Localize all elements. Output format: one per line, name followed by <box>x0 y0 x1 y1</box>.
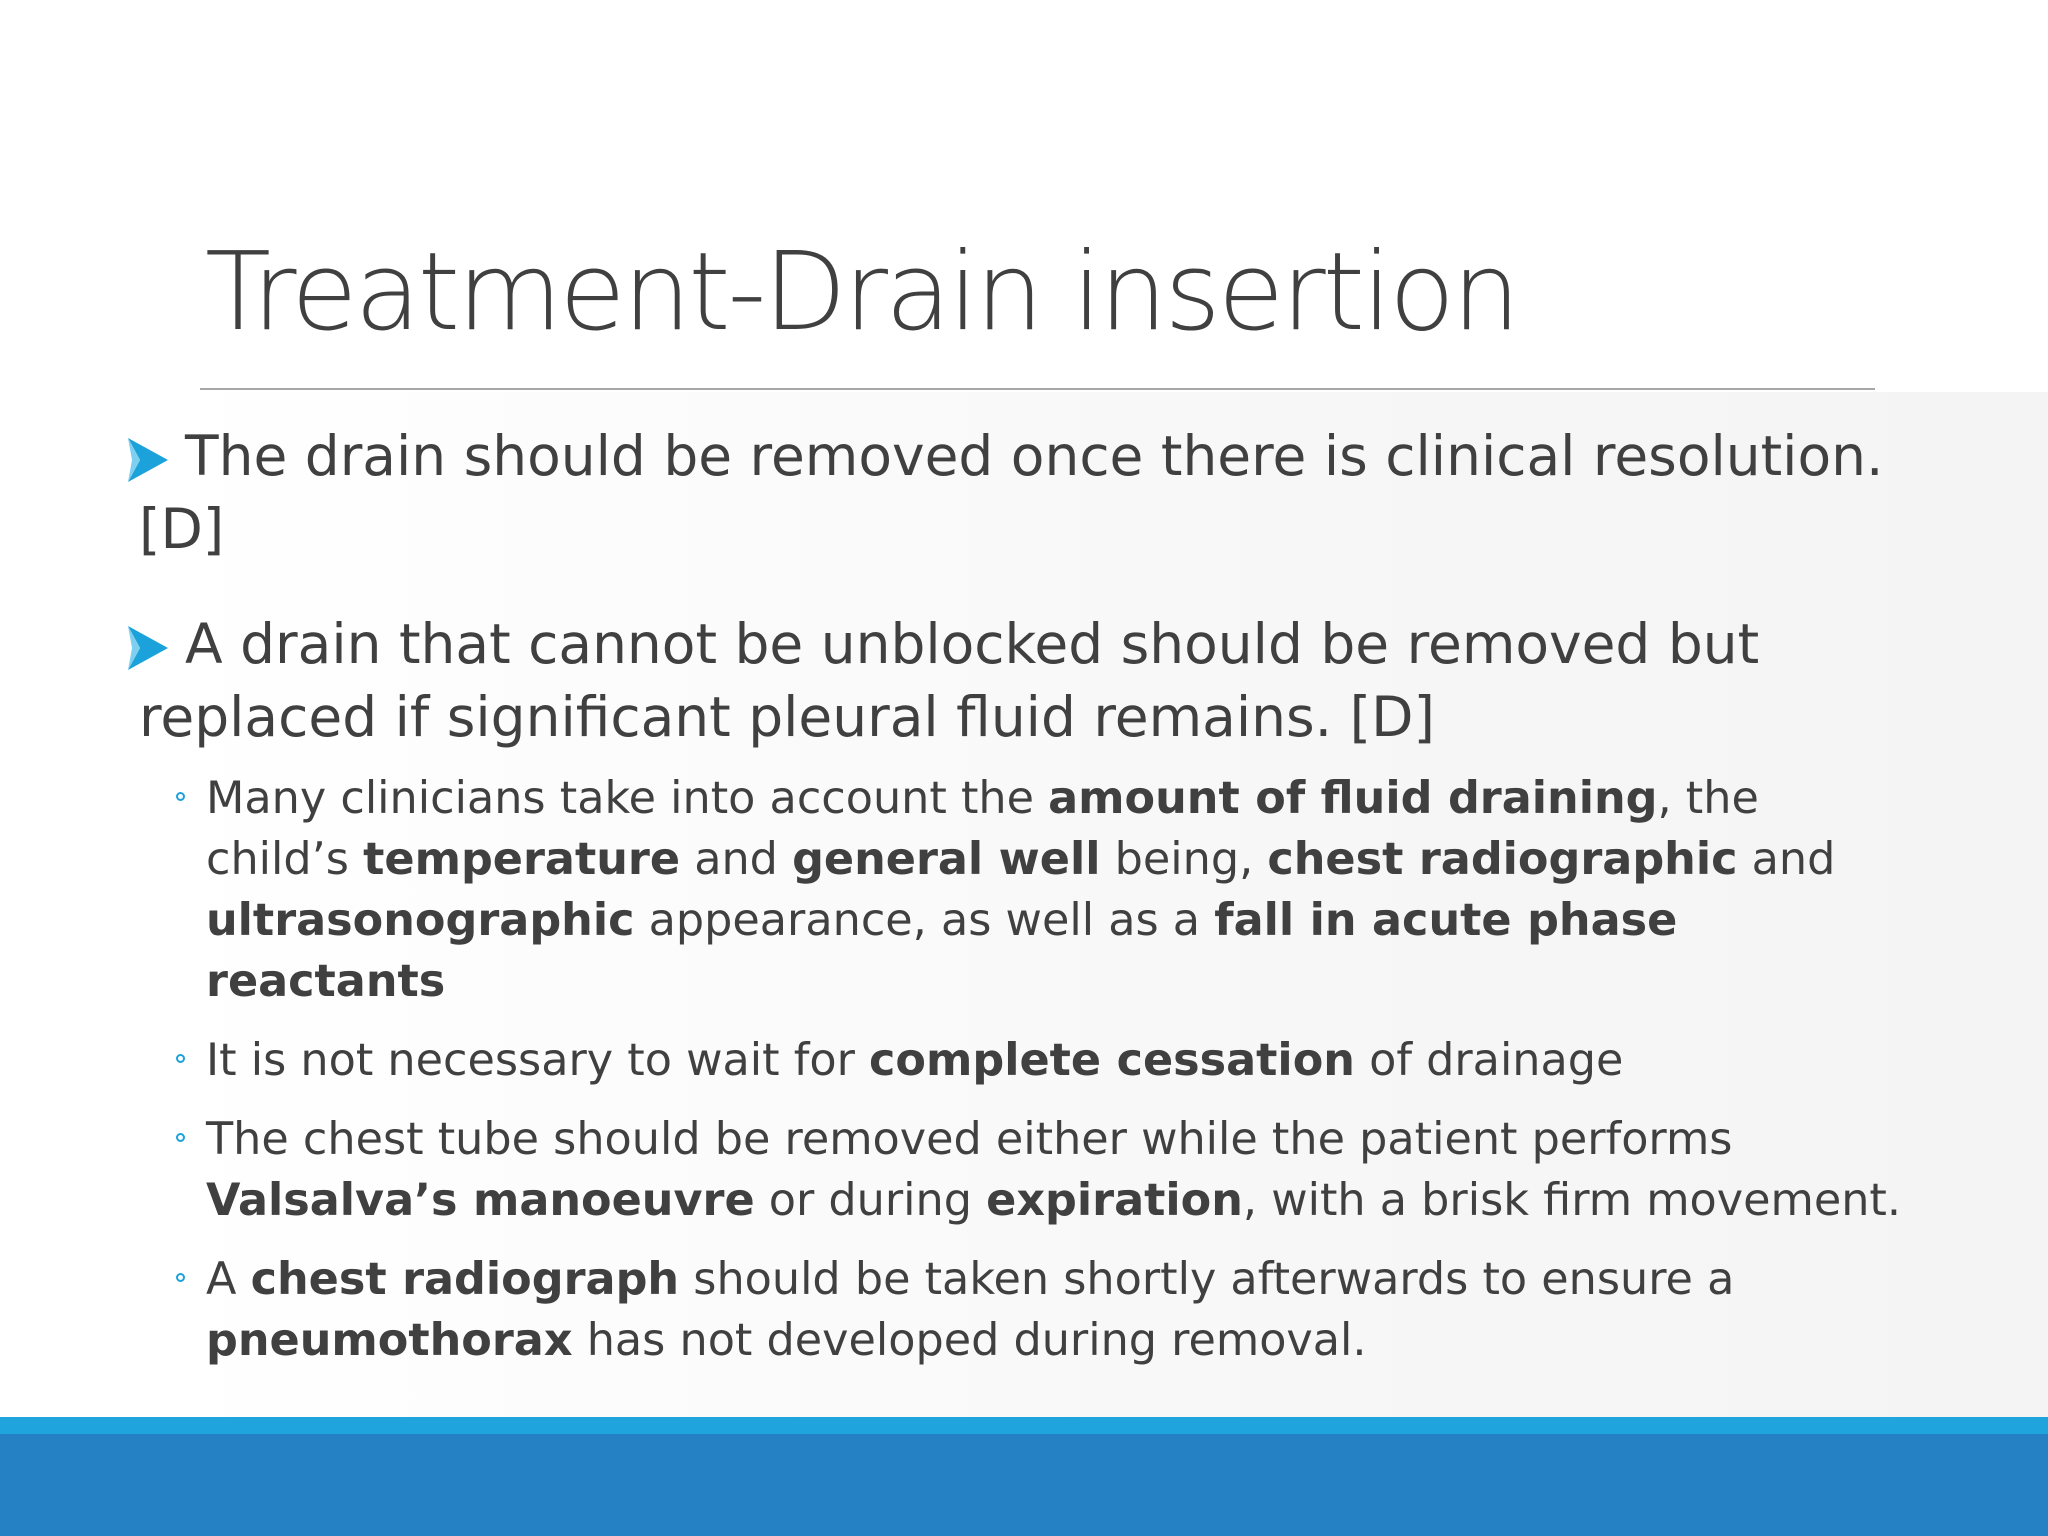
sub-bullet-text: , with a brisk firm movement. <box>1242 1175 1902 1226</box>
bullet-text: The drain should be removed once there is clinical resolution. [D] <box>139 424 1884 561</box>
sub-bullet-bold-text: general well <box>792 834 1101 885</box>
sub-bullet-text: , the child’s <box>206 773 1759 885</box>
sub-bullet-bold-text: pneumothorax <box>206 1315 573 1366</box>
sub-bullet-text: A <box>206 1254 251 1305</box>
sub-bullet-bold-text: fall in acute phase reactants <box>206 895 1678 1007</box>
sub-bullet-text: appearance, as well as a <box>634 895 1215 946</box>
sub-bullet-text: and <box>1737 834 1836 885</box>
bullet-item <box>126 608 1906 754</box>
bullet-text: A drain that cannot be unblocked should be removed but replaced if significant pleural fluid remains. [D] <box>139 612 1760 749</box>
bullet-item <box>126 420 1906 566</box>
arrow-bullet-icon <box>126 436 170 484</box>
sub-bullet-text: Many clinicians take into account the <box>206 773 1049 824</box>
sub-bullet-bold-text: amount of fluid draining <box>1048 773 1658 824</box>
footer-band-dark <box>0 1434 2048 1536</box>
slide-body <box>126 420 1906 1389</box>
circle-bullet-icon <box>176 1273 185 1282</box>
sub-bullet-bold-text: chest radiographic <box>1267 834 1738 885</box>
sub-bullet-text: It is not necessary to wait for <box>206 1035 870 1086</box>
sub-bullet-bold-text: temperature <box>363 834 681 885</box>
sub-bullet-bold-text: expiration <box>986 1175 1243 1226</box>
circle-bullet-icon <box>176 792 185 801</box>
sub-bullet-item <box>206 768 1906 1012</box>
sub-bullet-item <box>206 1109 1906 1231</box>
sub-bullet-text: being, <box>1100 834 1268 885</box>
sub-bullet-item <box>206 1249 1906 1371</box>
sub-bullet-bold-text: Valsalva’s manoeuvre <box>206 1175 755 1226</box>
sub-bullet-list <box>126 768 1906 1371</box>
sub-bullet-bold-text: complete cessation <box>869 1035 1355 1086</box>
sub-bullet-bold-text: ultrasonographic <box>206 895 635 946</box>
arrow-bullet-icon <box>126 624 170 672</box>
circle-bullet-icon <box>176 1054 185 1063</box>
sub-bullet-item <box>206 1030 1906 1091</box>
title-divider <box>200 388 1875 390</box>
sub-bullet-text: has not developed during removal. <box>572 1315 1367 1366</box>
sub-bullet-text: The chest tube should be removed either while the patient performs <box>206 1114 1733 1165</box>
sub-bullet-text: and <box>680 834 793 885</box>
sub-bullet-text: of drainage <box>1354 1035 1624 1086</box>
slide-title: Treatment-Drain insertion <box>205 230 1518 355</box>
sub-bullet-text: or during <box>754 1175 987 1226</box>
footer-band-light <box>0 1417 2048 1434</box>
sub-bullet-bold-text: chest radiograph <box>250 1254 680 1305</box>
sub-bullet-text: should be taken shortly afterwards to ensure a <box>679 1254 1735 1305</box>
circle-bullet-icon <box>176 1133 185 1142</box>
